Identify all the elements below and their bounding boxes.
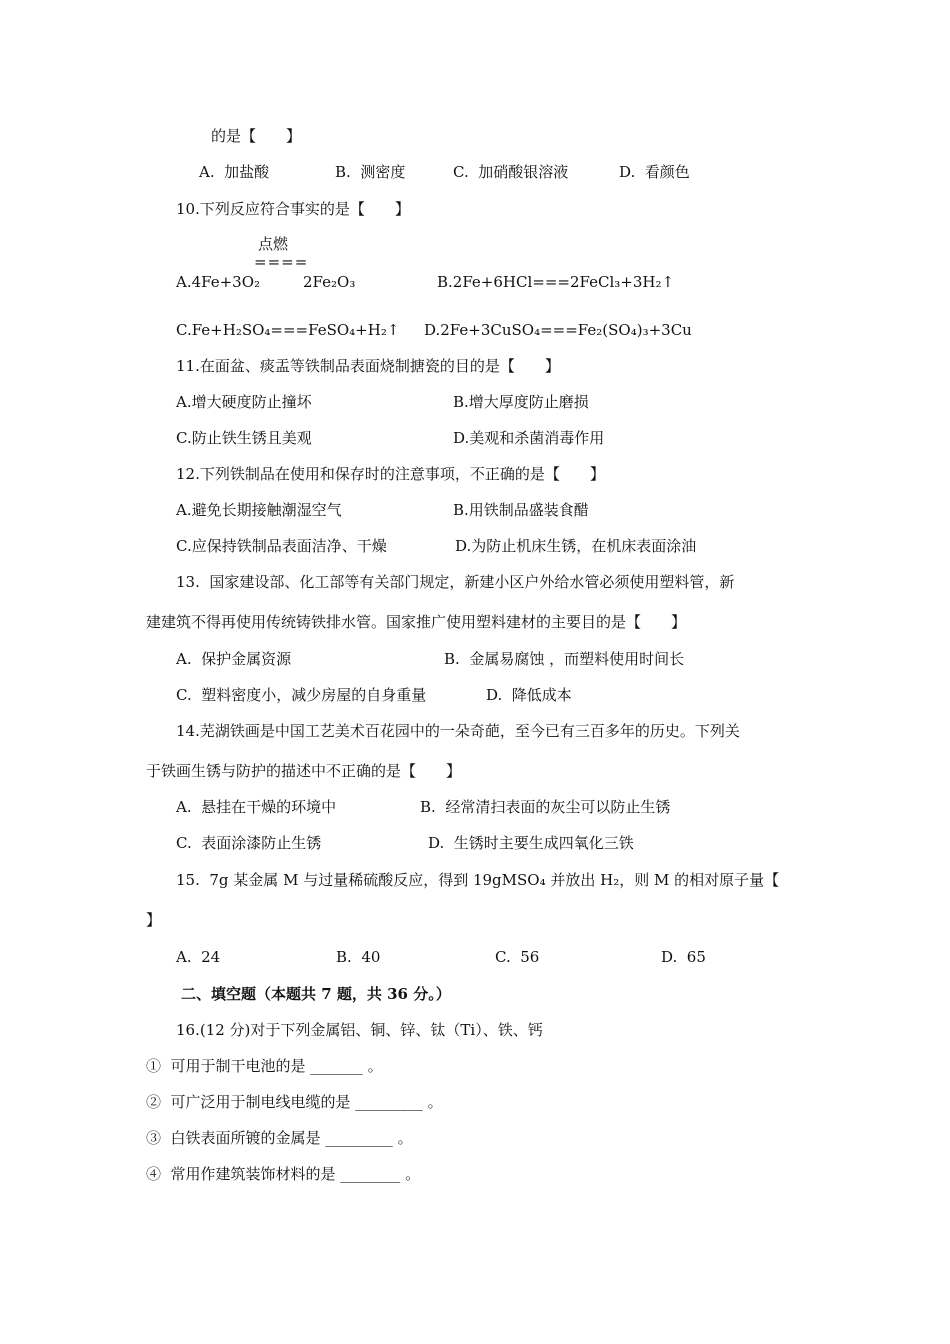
q15-option-a: A. 24 bbox=[176, 948, 221, 966]
section-heading: 二、填空题（本题共 7 题，共 36 分。） bbox=[181, 985, 451, 1003]
q10-option-d: D.2Fe+3CuSO₄===Fe₂(SO₄)₃+3Cu bbox=[424, 321, 692, 339]
q10-condition: 点燃 bbox=[258, 235, 289, 253]
q12-stem: 12.下列铁制品在使用和保存时的注意事项，不正确的是【 】 bbox=[176, 465, 605, 483]
q13-option-a: A. 保护金属资源 bbox=[176, 650, 292, 668]
q13-option-d: D. 降低成本 bbox=[486, 686, 572, 704]
q10-stem: 10.下列反应符合事实的是【 】 bbox=[176, 200, 410, 218]
q9-option-a: A. 加盐酸 bbox=[199, 163, 270, 181]
q14-option-b: B. 经常清扫表面的灰尘可以防止生锈 bbox=[420, 798, 671, 816]
q10-option-a-product: 2Fe₂O₃ bbox=[303, 273, 356, 291]
q15-option-b: B. 40 bbox=[336, 948, 381, 966]
q13-option-b: B. 金属易腐蚀 ，而塑料使用时间长 bbox=[444, 650, 685, 668]
q13-option-c: C. 塑料密度小，减少房屋的自身重量 bbox=[176, 686, 427, 704]
q16-stem: 16.(12 分)对于下列金属铝、铜、锌、钛（Ti）、铁、钙 bbox=[176, 1021, 543, 1039]
q14-option-d: D. 生锈时主要生成四氧化三铁 bbox=[428, 834, 634, 852]
q12-option-d: D.为防止机床生锈，在机床表面涂油 bbox=[455, 537, 697, 555]
q10-option-c: C.Fe+H₂SO₄===FeSO₄+H₂↑ bbox=[176, 321, 400, 339]
q16-item-3: ③ 白铁表面所镀的金属是 _________ 。 bbox=[146, 1129, 413, 1147]
q14-stem-line2: 于铁画生锈与防护的描述中不正确的是【 】 bbox=[146, 762, 462, 780]
q12-option-c: C.应保持铁制品表面洁净、干燥 bbox=[176, 537, 387, 555]
q9-option-b: B. 测密度 bbox=[335, 163, 406, 181]
q16-item-2: ② 可广泛用于制电线电缆的是 _________ 。 bbox=[146, 1093, 443, 1111]
q15-option-d: D. 65 bbox=[661, 948, 706, 966]
q10-option-b: B.2Fe+6HCl===2FeCl₃+3H₂↑ bbox=[437, 273, 675, 291]
q16-item-1: ① 可用于制干电池的是 _______ 。 bbox=[146, 1057, 383, 1075]
q12-option-b: B.用铁制品盛装食醋 bbox=[453, 501, 589, 519]
q10-option-a-reactants: A.4Fe+3O₂ bbox=[176, 273, 261, 291]
q11-stem: 11.在面盆、痰盂等铁制品表面烧制搪瓷的目的是【 】 bbox=[176, 357, 560, 375]
q11-option-b: B.增大厚度防止磨损 bbox=[453, 393, 589, 411]
q10-equals-sign: ==== bbox=[254, 253, 309, 271]
q11-option-c: C.防止铁生锈且美观 bbox=[176, 429, 312, 447]
q9-option-d: D. 看颜色 bbox=[619, 163, 690, 181]
q11-option-d: D.美观和杀菌消毒作用 bbox=[453, 429, 605, 447]
q13-stem-line1: 13. 国家建设部、化工部等有关部门规定，新建小区户外给水管必须使用塑料管，新 bbox=[176, 573, 735, 591]
q12-option-a: A.避免长期接触潮湿空气 bbox=[176, 501, 342, 519]
q13-stem-line2: 建建筑不得再使用传统铸铁排水管。国家推广使用塑料建材的主要目的是【 】 bbox=[146, 613, 687, 631]
q15-option-c: C. 56 bbox=[495, 948, 540, 966]
q14-stem-line1: 14.芜湖铁画是中国工艺美术百花园中的一朵奇葩，至今已有三百多年的历史。下列关 bbox=[176, 722, 740, 740]
q14-option-c: C. 表面涂漆防止生锈 bbox=[176, 834, 322, 852]
q15-stem-line1: 15. 7g 某金属 M 与过量稀硫酸反应，得到 19gMSO₄ 并放出 H₂，则 M 的相对原子量【 bbox=[176, 871, 780, 889]
q15-stem-line2: 】 bbox=[146, 911, 162, 929]
q16-item-4: ④ 常用作建筑装饰材料的是 ________ 。 bbox=[146, 1165, 421, 1183]
q9-stem-tail: 的是【 】 bbox=[211, 127, 302, 145]
q14-option-a: A. 悬挂在干燥的环境中 bbox=[176, 798, 337, 816]
q9-option-c: C. 加硝酸银溶液 bbox=[453, 163, 569, 181]
q11-option-a: A.增大硬度防止撞坏 bbox=[176, 393, 312, 411]
